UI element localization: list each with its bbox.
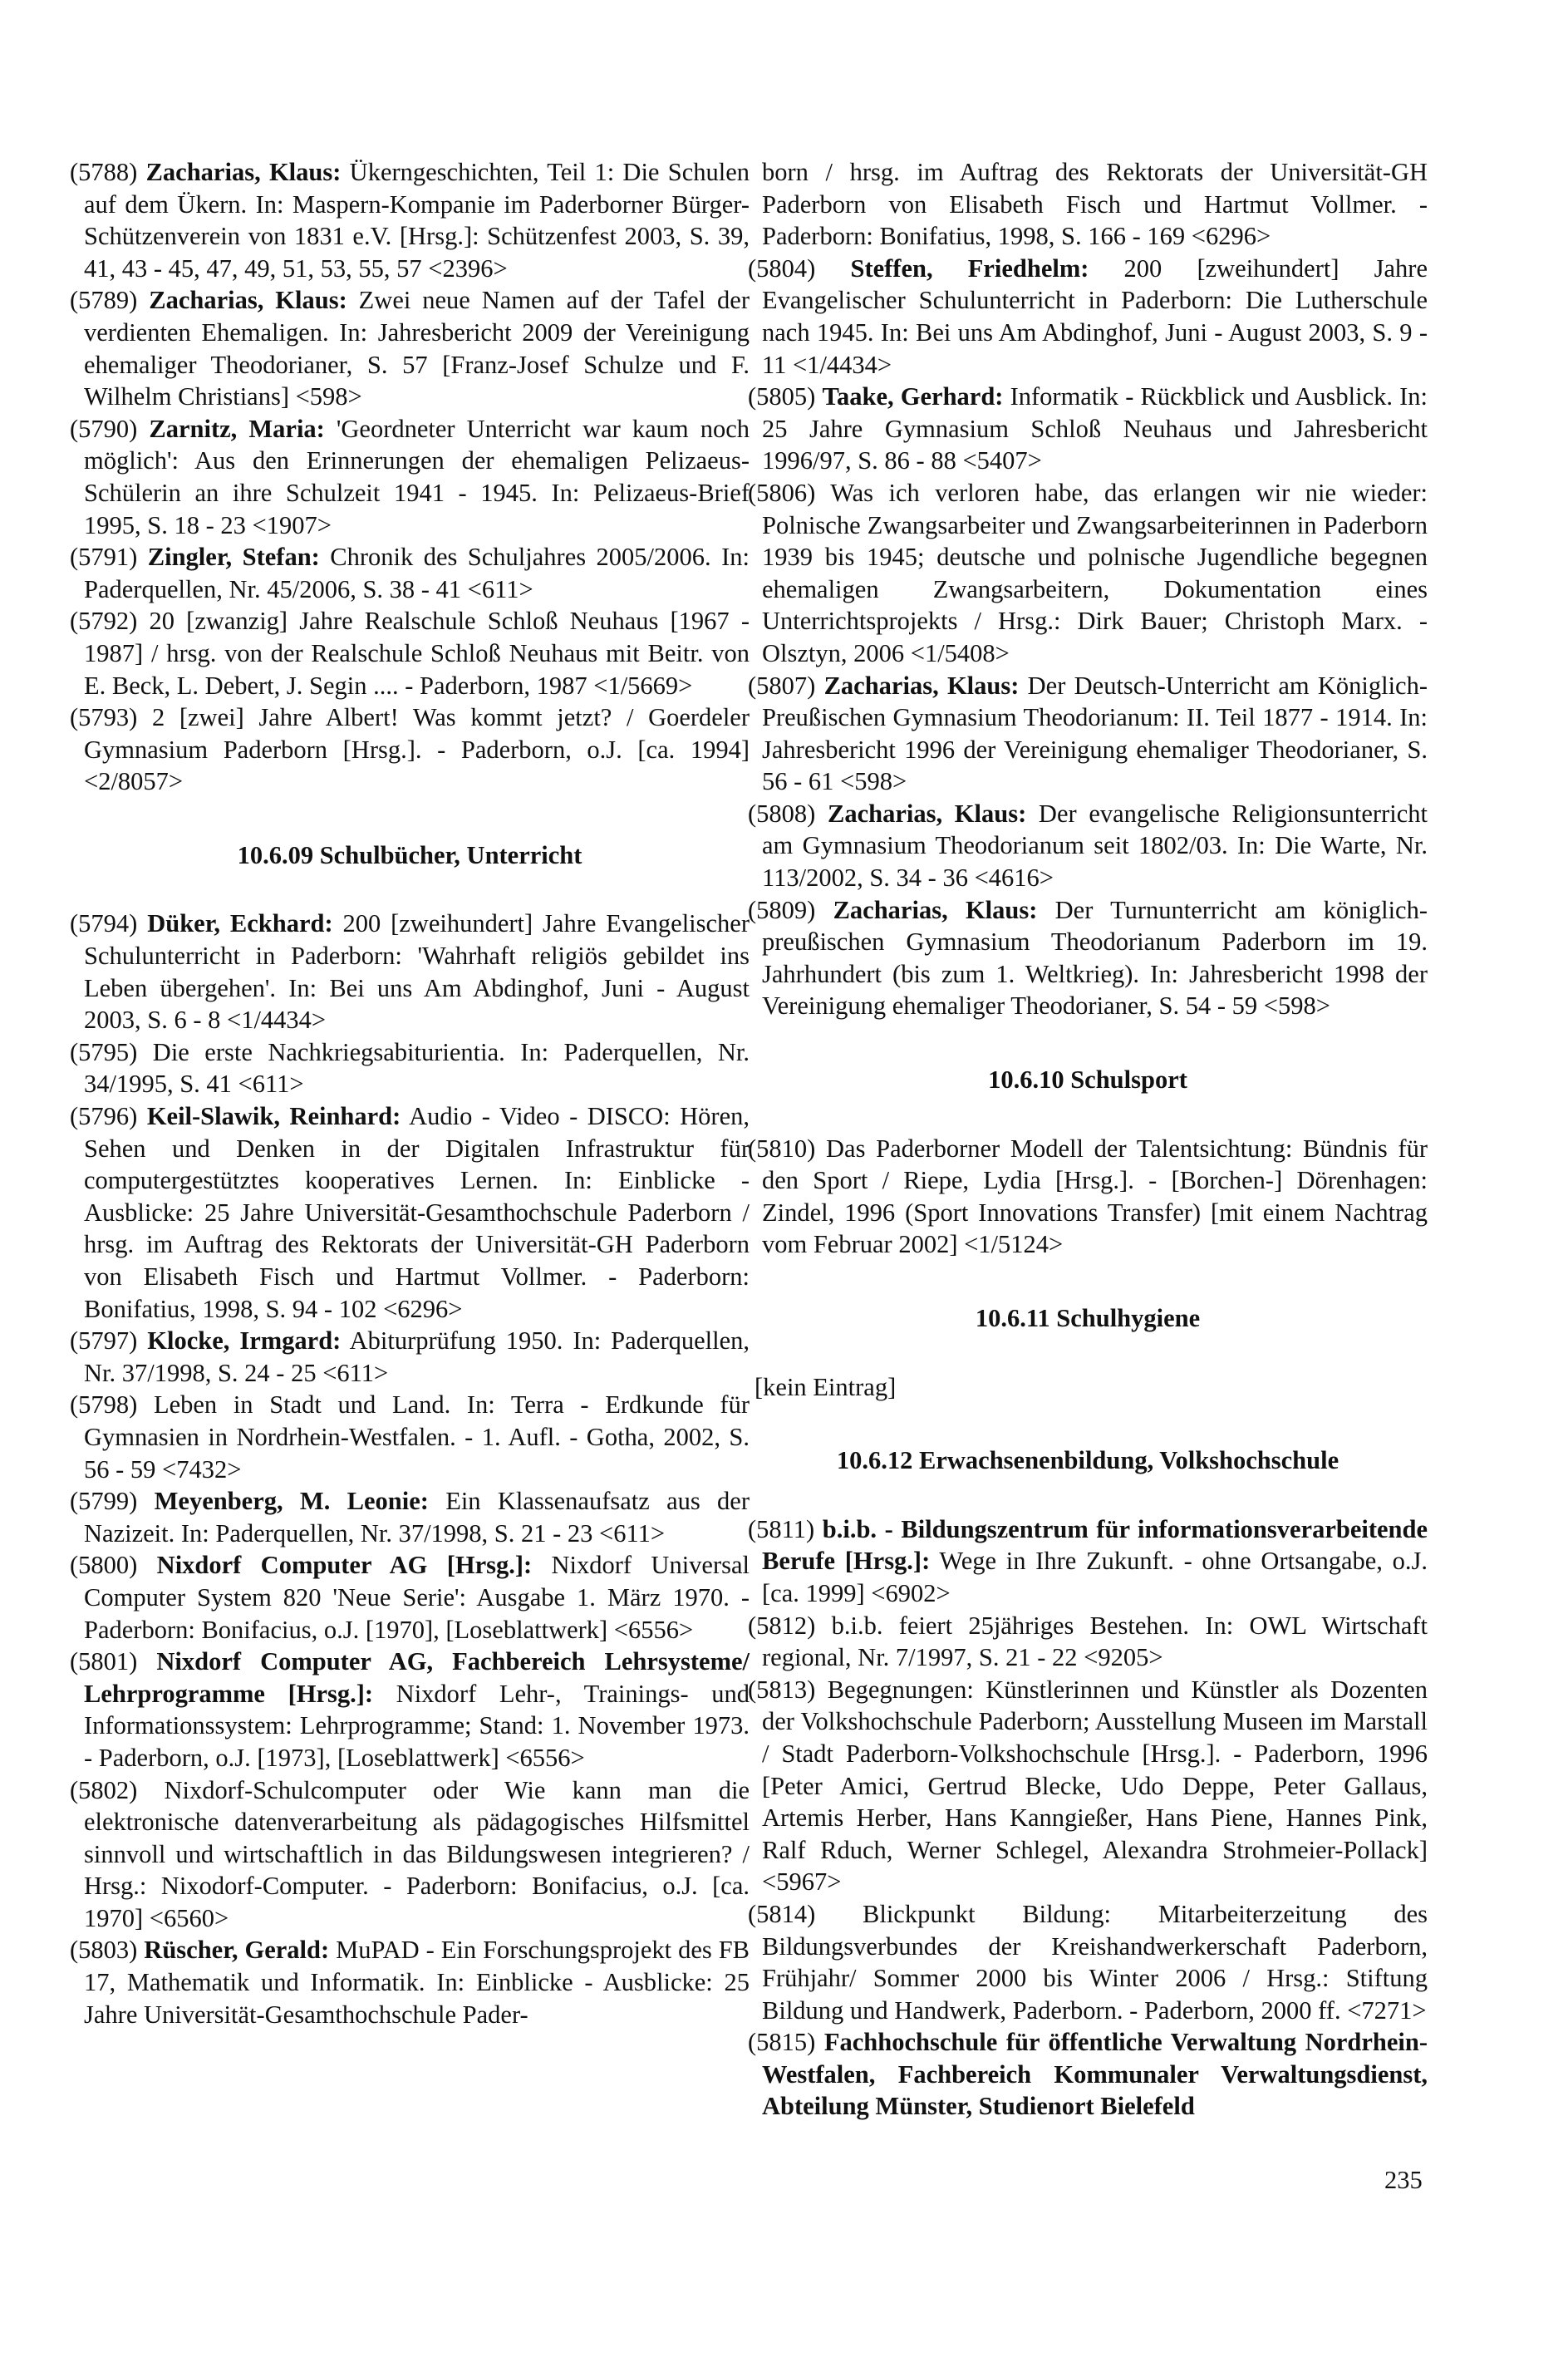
entry-number: (5794) xyxy=(70,909,138,938)
entry-number: (5815) xyxy=(748,2028,816,2057)
entry-author: Zarnitz, Maria: xyxy=(149,414,325,443)
entry-number: (5806) xyxy=(748,478,816,507)
bib-entry-5801 xyxy=(70,1646,750,1774)
left-column xyxy=(70,156,750,2030)
entry-number: (5789) xyxy=(70,286,138,315)
entry-text: Abiturprüfung 1950. In: Paderquellen, Nr. 37/1998, S. 24 - 25 <611> xyxy=(84,1326,750,1387)
entry-author: Taake, Gerhard: xyxy=(822,382,1004,411)
entry-text: Das Paderborner Modell der Talentsichtung: Bündnis für den Sport / Riepe, Lydia [Hrsg.]. - [Borchen-] Dörenhagen: Zindel, 1996 (Sport Innovations Transfer) [mit einem Nachtrag vom Februar 2002] <1/5124> xyxy=(762,1134,1428,1259)
entry-author: Zingler, Stefan: xyxy=(147,543,320,572)
entry-text: Was ich verloren habe, das erlangen wir nie wieder: Polnische Zwangsarbeiter und Zwangsarbeiterinnen in Paderborn 1939 bis 1945; deutsche und polnische Jugendliche begegnen ehemaligen Zwangsarbeitern, Dokumentation eines Unterrichtsprojekts / Hrsg.: Dirk Bauer; Christoph Marx. - Olsztyn, 2006 <1/5408> xyxy=(762,478,1428,667)
bib-entry-5804 xyxy=(748,253,1428,381)
bib-entry-5802 xyxy=(70,1774,750,1935)
bib-entry-5791 xyxy=(70,541,750,605)
entry-author: Zacharias, Klaus: xyxy=(145,158,342,186)
entry-text: 200 [zweihundert] Jahre Evangelischer Schulunterricht in Paderborn: 'Wahrhaft religiös gebildet ins Leben übergehen'. In: Bei uns Am Abdinghof, Juni - August 2003, S. 6 - 8 <1/4434> xyxy=(84,909,750,1035)
entry-number: (5801) xyxy=(70,1647,138,1676)
bib-entry-5792 xyxy=(70,605,750,701)
entry-text: Leben in Stadt und Land. In: Terra - Erdkunde für Gymnasien in Nordrhein-Westfalen. - 1. Aufl. - Gotha, 2002, S. 56 - 59 <7432> xyxy=(84,1390,750,1484)
entry-text: Nixdorf Universal Computer System 820 'Neue Serie': Ausgabe 1. März 1970. - Paderborn: Bonifacius, o.J. [1970], [Loseblattwerk] <6556> xyxy=(84,1551,750,1644)
entry-number: (5813) xyxy=(748,1675,816,1704)
entry-text: 2 [zwei] Jahre Albert! Was kommt jetzt? / Goerdeler Gymnasium Paderborn [Hrsg.]. - Paderborn, o.J. [ca. 1994] <2/8057> xyxy=(84,703,750,796)
entry-number: (5805) xyxy=(748,382,816,411)
entry-list-5794-5803 xyxy=(70,908,750,2030)
entry-text: Informatik - Rückblick und Ausblick. In: 25 Jahre Gymnasium Schloß Neuhaus und Jahresbericht 1996/97, S. 86 - 88 <5407> xyxy=(762,382,1428,475)
bib-entry-5794 xyxy=(70,908,750,1036)
entry-number: (5800) xyxy=(70,1551,138,1580)
section-heading-10-6-09: 10.6.09 Schulbücher, Unterricht xyxy=(237,840,582,869)
bib-entry-5797 xyxy=(70,1325,750,1389)
entry-author: Rüscher, Gerald: xyxy=(144,1936,330,1965)
bib-entry-5808 xyxy=(748,798,1428,894)
bib-entry-5800 xyxy=(70,1549,750,1646)
bib-entry-5788 xyxy=(70,156,750,284)
entry-author: Klocke, Irmgard: xyxy=(147,1326,342,1356)
bib-entry-5799 xyxy=(70,1485,750,1549)
entry-text: 200 [zweihundert] Jahre Evangelischer Schulunterricht in Paderborn: Die Lutherschule nach 1945. In: Bei uns Am Abdinghof, Juni - August 2003, S. 9 - 11 <1/4434> xyxy=(762,253,1428,379)
entry-author: Zacharias, Klaus: xyxy=(828,799,1027,828)
entry-number: (5799) xyxy=(70,1487,138,1516)
section-heading-10-6-11: 10.6.11 Schulhygiene xyxy=(975,1304,1201,1332)
entry-text: Nixdorf-Schulcomputer oder Wie kann man die elektronische datenverarbeitung als pädagogisches Hilfsmittel sinnvoll und wirtschaftlich in das Bildungswesen integrieren? / Hrsg.: Nixodorf-Computer. - Paderborn: Bonifacius, o.J. [ca. 1970] <6560> xyxy=(84,1775,750,1932)
bib-entry-5806 xyxy=(748,477,1428,670)
entry-number: (5798) xyxy=(70,1390,138,1420)
bib-entry-5796 xyxy=(70,1100,750,1325)
entry-number: (5792) xyxy=(70,607,138,636)
entry-author: Steffen, Friedhelm: xyxy=(850,253,1089,283)
bib-entry-5811 xyxy=(748,1513,1428,1610)
entry-text: Der Turnunterricht am königlich-preußischen Gymnasium Theodorianum Paderborn im 19. Jahrhundert (bis zum 1. Weltkrieg). In: Jahresbericht 1998 der Vereinigung ehemaliger Theodorianer, S. 54 - 59 <598> xyxy=(762,895,1428,1021)
entry-number: (5797) xyxy=(70,1326,138,1356)
entry-text: Die erste Nachkriegsabiturientia. In: Paderquellen, Nr. 34/1995, S. 41 <611> xyxy=(84,1037,750,1099)
entry-author: Zacharias, Klaus: xyxy=(833,895,1038,924)
entry-text: Ein Klassenaufsatz aus der Nazizeit. In: Paderquellen, Nr. 37/1998, S. 21 - 23 <611> xyxy=(84,1487,750,1548)
entry-text: Begegnungen: Künstlerinnen und Künstler als Dozenten der Volkshochschule Paderborn; Ausstellung Museen im Marstall / Stadt Paderborn-Volkshochschule [Hrsg.]. - Paderborn, 1996 [Peter Amici, Gertrud Blecke, Udo Deppe, Peter Gallaus, Artemis Herber, Hans Kanngießer, Hans Piene, Hannes Pink, Ralf Rduch, Werner Schlegel, Alexandra Strohmeier-Pollack] <5967> xyxy=(762,1675,1428,1897)
entry-number: (5810) xyxy=(748,1134,816,1163)
bib-entry-5810 xyxy=(748,1133,1428,1261)
entry-number: (5795) xyxy=(70,1037,138,1066)
bib-entry-5795 xyxy=(70,1036,750,1100)
entry-number: (5809) xyxy=(748,895,816,924)
entry-number: (5802) xyxy=(70,1775,138,1804)
entry-number: (5803) xyxy=(70,1936,138,1965)
bib-entry-5809 xyxy=(748,894,1428,1022)
entry-author: Zacharias, Klaus: xyxy=(149,286,347,315)
bib-entry-continuation: born / hrsg. im Auftrag des Rektorats der Universität-GH Paderborn von Elisabeth Fisch und Hartmut Vollmer. - Paderborn: Bonifatius, 1998, S. 166 - 169 <6296> xyxy=(762,158,1428,251)
bib-entry-5789 xyxy=(70,284,750,412)
entry-text: MuPAD - Ein Forschungsprojekt des FB 17, Mathematik und Informatik. In: Einblicke - Ausblicke: 25 Jahre Universität-Gesamthochschule Pader- xyxy=(84,1936,750,2029)
bib-entry-5803 xyxy=(70,1934,750,2030)
entry-author: Fachhochschule für öffentliche Verwaltung Nordrhein-Westfalen, Fachbereich Kommunaler Verwaltungsdienst, Abteilung Münster, Studienort Bielefeld xyxy=(762,2028,1428,2121)
entry-number: (5791) xyxy=(70,543,138,572)
bib-entry-5790 xyxy=(70,413,750,541)
entry-text: Audio - Video - DISCO: Hören, Sehen und Denken in der Digitalen Infrastruktur für computergestütztes kooperatives Lernen. In: Einblicke - Ausblicke: 25 Jahre Universität-Gesamthochschule Paderborn / hrsg. im Auftrag des Rektorats der Universität-GH Paderborn von Elisabeth Fisch und Hartmut Vollmer. - Paderborn: Bonifatius, 1998, S. 94 - 102 <6296> xyxy=(84,1102,750,1323)
entry-author: Nixdorf Computer AG [Hrsg.]: xyxy=(156,1551,533,1580)
entry-text: Der evangelische Religionsunterricht am Gymnasium Theodorianum seit 1802/03. In: Die Warte, Nr. 113/2002, S. 34 - 36 <4616> xyxy=(762,799,1428,893)
section-heading-10-6-10: 10.6.10 Schulsport xyxy=(988,1065,1187,1095)
bib-entry-5813 xyxy=(748,1674,1428,1898)
bib-entry-5793 xyxy=(70,701,750,798)
entry-author: Düker, Eckhard: xyxy=(147,909,333,938)
entry-text: Wege in Ihre Zukunft. - ohne Ortsangabe, o.J. [ca. 1999] <6902> xyxy=(762,1547,1428,1607)
entry-text: Chronik des Schuljahres 2005/2006. In: Paderquellen, Nr. 45/2006, S. 38 - 41 <611> xyxy=(84,543,750,603)
entry-text: 20 [zwanzig] Jahre Realschule Schloß Neuhaus [1967 - 1987] / hrsg. von der Realschule Schloß Neuhaus mit Beitr. von E. Beck, L. Debert, J. Segin .... - Paderborn, 1987 <1/5669> xyxy=(84,607,750,700)
entry-author: Keil-Slawik, Reinhard: xyxy=(146,1102,401,1131)
bib-entry-5812 xyxy=(748,1610,1428,1674)
entry-text: Der Deutsch-Unterricht am Königlich-Preußischen Gymnasium Theodorianum: II. Teil 1877 - 1914. In: Jahresbericht 1996 der Vereinigung ehemaliger Theodorianer, S. 56 - 61 <598> xyxy=(762,671,1428,796)
entry-text: Ükerngeschichten, Teil 1: Die Schulen auf dem Ükern. In: Maspern-Kompanie im Paderborner Bürger-Schützenverein von 1831 e.V. [Hrsg.]: Schützenfest 2003, S. 39, 41, 43 - 45, 47, 49, 51, 53, 55, 57 <2396> xyxy=(84,158,750,283)
bib-entry-5805 xyxy=(748,381,1428,477)
entry-text: Nixdorf Lehr-, Trainings- und Informationssystem: Lehrprogramme; Stand: 1. November 1973. - Paderborn, o.J. [1973], [Loseblattwerk] <6556> xyxy=(84,1679,750,1772)
bib-entry-5814 xyxy=(748,1898,1428,2026)
right-column xyxy=(748,156,1428,2123)
entry-author: Zacharias, Klaus: xyxy=(823,671,1020,700)
entry-number: (5811) xyxy=(748,1514,815,1543)
entry-list-5811-5815 xyxy=(748,1513,1428,2123)
entry-author: b.i.b. - Bildungszentrum für informationsverarbeitende Berufe [Hrsg.]: xyxy=(762,1514,1428,1576)
bib-entry-5807 xyxy=(748,670,1428,798)
entry-list-5788-5793 xyxy=(70,156,750,798)
entry-author: Meyenberg, M. Leonie: xyxy=(154,1487,429,1516)
entry-text: Zwei neue Namen auf der Tafel der verdienten Ehemaligen. In: Jahresbericht 2009 der Vereinigung ehemaliger Theodorianer, S. 57 [Franz-Josef Schulze und F. Wilhelm Christians] <598> xyxy=(84,286,750,411)
entry-text: b.i.b. feiert 25jähriges Bestehen. In: OWL Wirtschaft regional, Nr. 7/1997, S. 21 - 22 <9205> xyxy=(762,1611,1428,1672)
no-entry-note: [kein Eintrag] xyxy=(755,1372,897,1401)
entry-number: (5788) xyxy=(70,158,138,186)
entry-text: Blickpunkt Bildung: Mitarbeiterzeitung des Bildungsverbundes der Kreishandwerkerschaft Paderborn, Frühjahr/ Sommer 2000 bis Winter 2006 / Hrsg.: Stiftung Bildung und Handwerk, Paderborn. - Paderborn, 2000 ff. <7271> xyxy=(762,1899,1428,2025)
bib-entry-5815 xyxy=(748,2026,1428,2123)
entry-number: (5790) xyxy=(70,414,138,443)
entry-text: 'Geordneter Unterricht war kaum noch möglich': Aus den Erinnerungen der ehemaligen Pelizaeus-Schülerin an ihre Schulzeit 1941 - 1945. In: Pelizaeus-Brief 1995, S. 18 - 23 <1907> xyxy=(84,414,750,539)
entry-number: (5804) xyxy=(748,253,816,283)
entry-number: (5812) xyxy=(748,1611,816,1640)
entry-author: Nixdorf Computer AG, Fachbereich Lehrsysteme/ Lehrprogramme [Hrsg.]: xyxy=(84,1647,750,1708)
section-heading-10-6-12: 10.6.12 Erwachsenenbildung, Volkshochschule xyxy=(836,1446,1339,1475)
page-number: 235 xyxy=(1384,2166,1423,2194)
entry-number: (5807) xyxy=(748,671,816,700)
entry-number: (5796) xyxy=(70,1102,138,1131)
entry-number: (5808) xyxy=(748,799,816,828)
entry-list-5804-5809 xyxy=(748,253,1428,1022)
entry-list-5810 xyxy=(748,1133,1428,1261)
bib-entry-5798 xyxy=(70,1389,750,1485)
entry-number: (5793) xyxy=(70,703,138,732)
entry-number: (5814) xyxy=(748,1899,816,1928)
